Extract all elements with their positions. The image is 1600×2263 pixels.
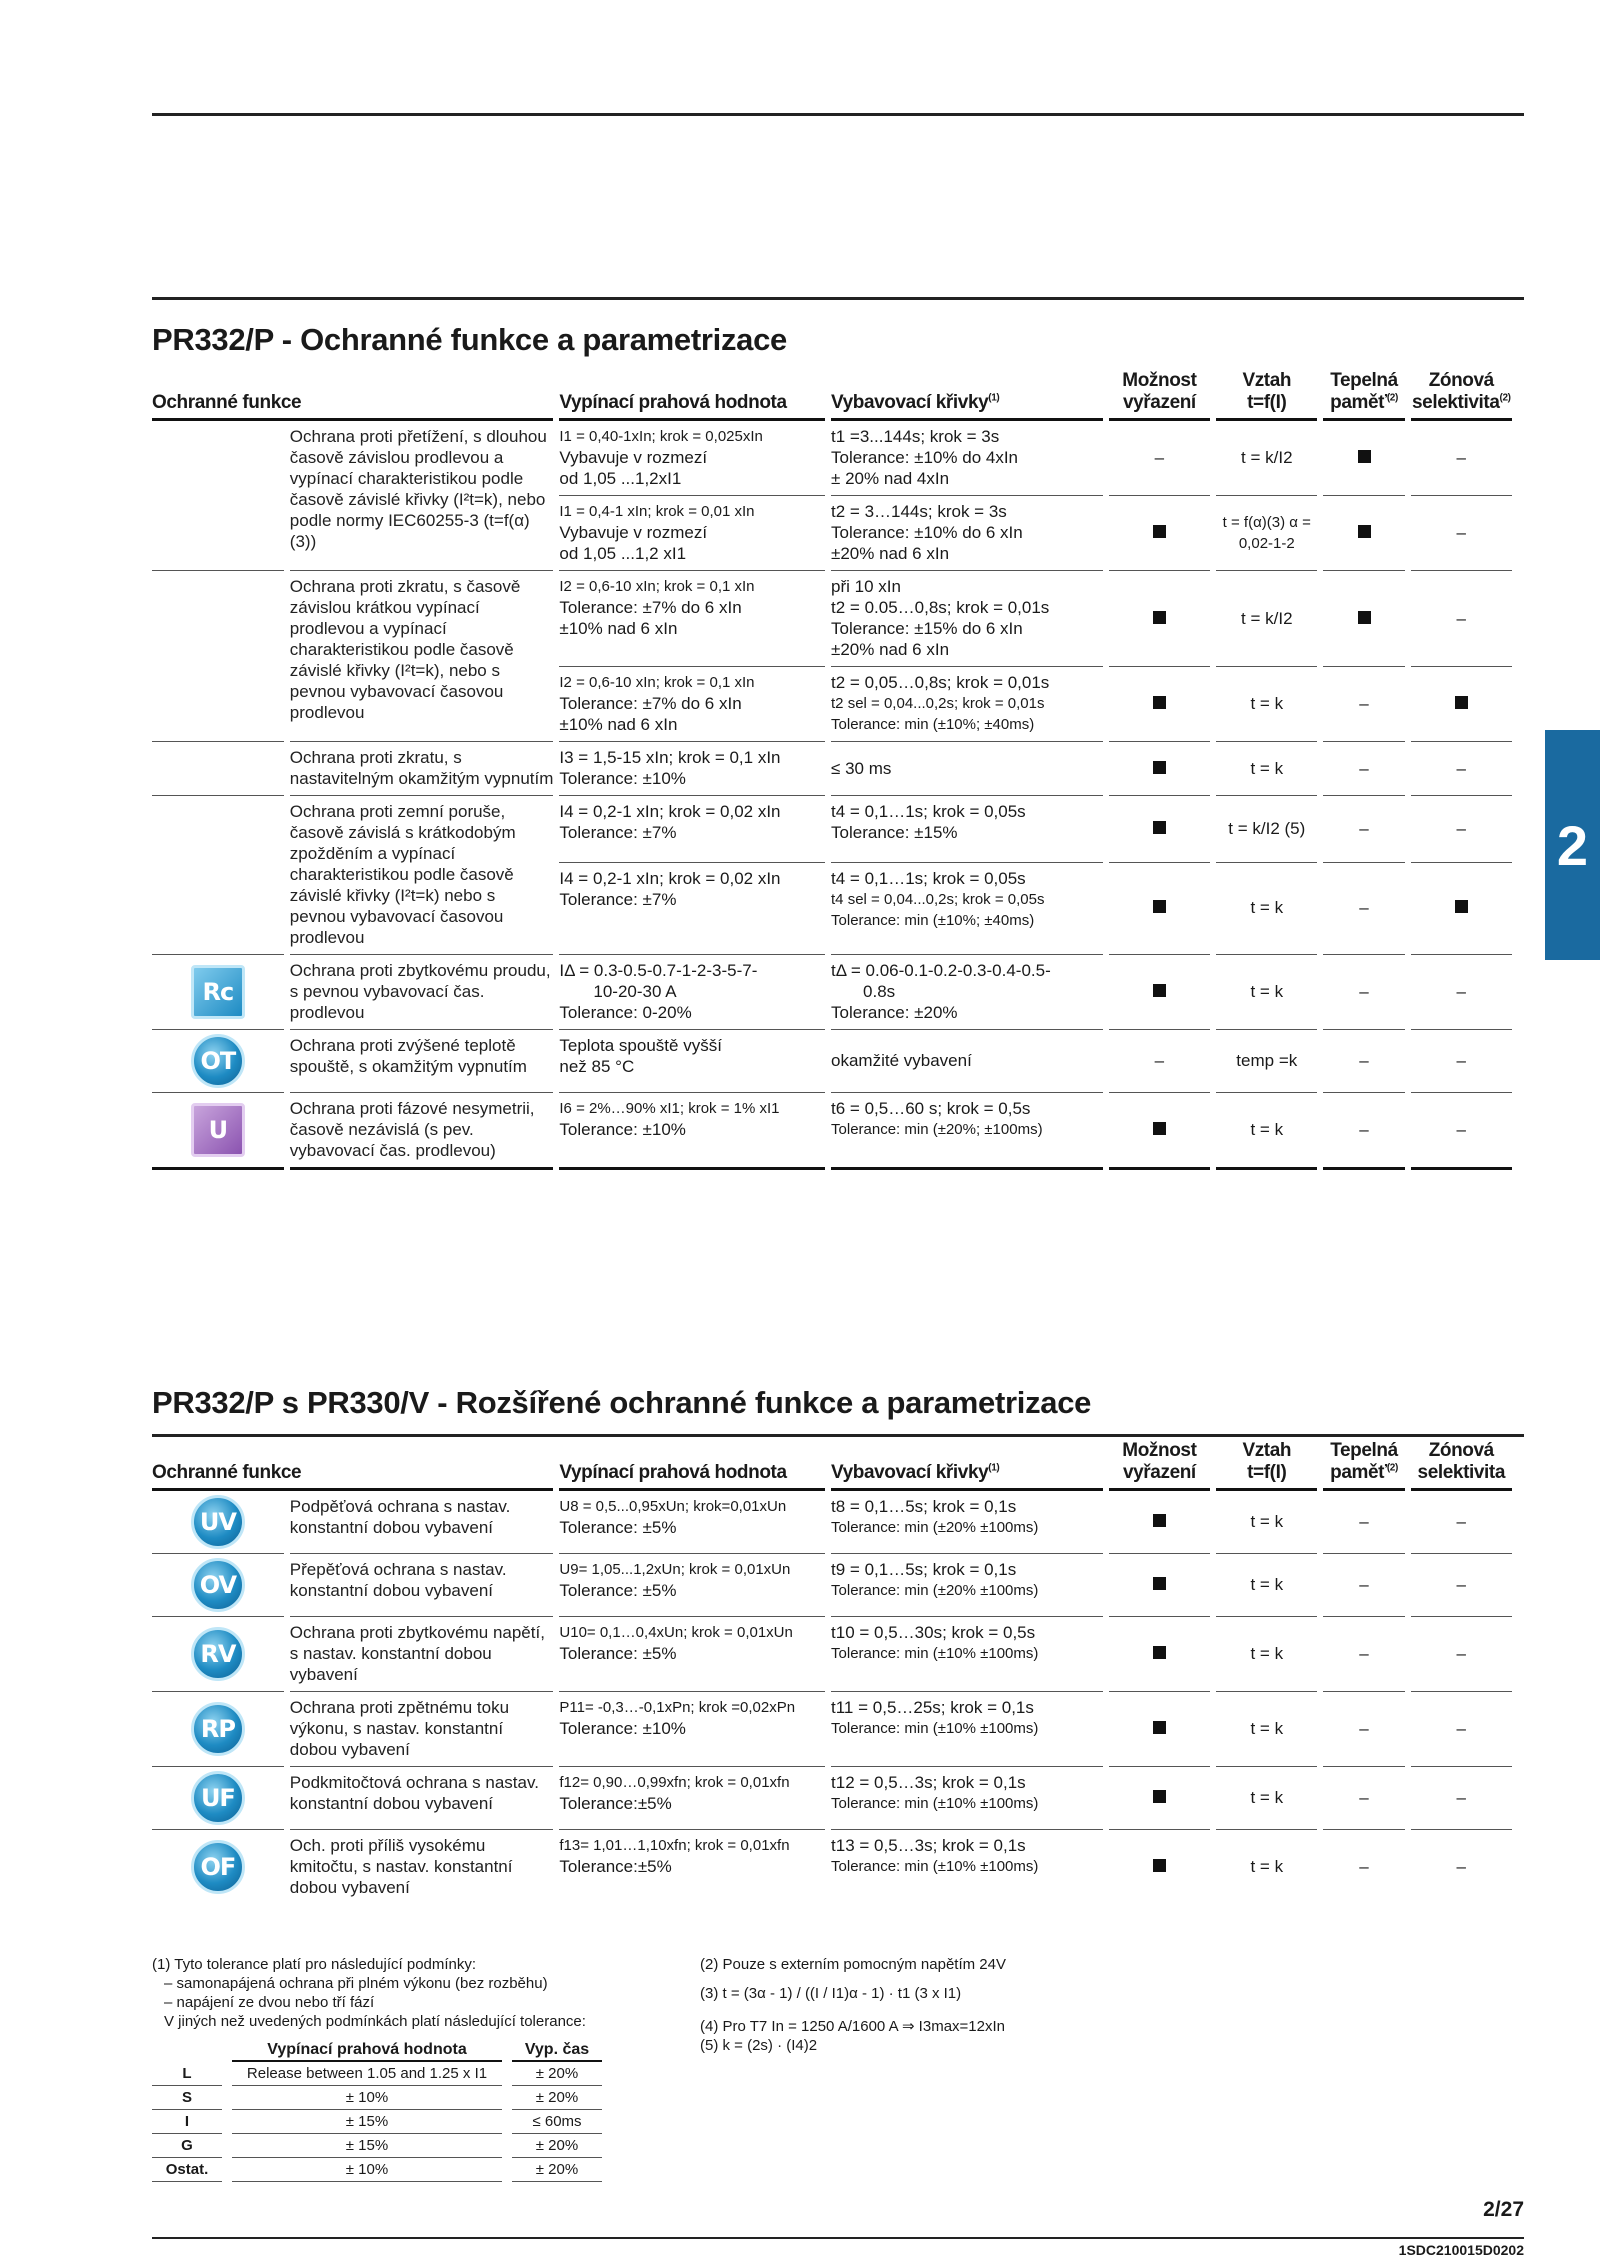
function-description: Ochrana proti zvýšené teplotě spouště, s okamžitým vypnutím [290,1029,554,1092]
function-description: Ochrana proti zemní poruše, časově závislá s krátkodobým zpožděním a vypínací charakteristikou podle časově závislé křivky (I²t=k) nebo s pevnou vybavovací časovou prodlevou [290,795,554,954]
of-protection-icon: OF [191,1840,245,1894]
header-memory: Tepelná paměť$^{(2)}$ [1323,370,1404,421]
page-number: 2/27 [1483,2198,1524,2221]
footer-rule [152,2237,1524,2239]
tolerance-table: Vypínací prahová hodnota Vyp. čas L Release between 1.05 and 1.25 x I1 ± 20% S ± 10% ± 20% I ± 15% ≤ 60ms G ± 15% ± 20% Ostat. ± 10% ± 20% [142,2039,612,2182]
header-threshold: Vypínací prahová hodnota [559,370,825,421]
uf-protection-icon: UF [191,1771,245,1825]
ov-protection-icon: OV [191,1558,245,1612]
table-row: RP Ochrana proti zpětnému toku výkonu, s nastav. konstantní dobou vybavení P11= -0,3…-0,1xPn; krok =0,02xPn Tolerance: ±10% t11 = 0,5…25s; krok = 0,1s Tolerance: min (±10% ±100ms) t = k – – [152,1691,1512,1766]
header-threshold: Vypínací prahová hodnota [559,1440,825,1491]
filled-square-icon [1153,1646,1166,1659]
filled-square-icon [1153,611,1166,624]
function-description: Přepěťová ochrana s nastav. konstantní dobou vybavení [290,1553,554,1616]
filled-square-icon [1153,1122,1166,1135]
filled-square-icon [1153,900,1166,913]
table-row: UF Podkmitočtová ochrana s nastav. konstantní dobou vybavení f12= 0,90…0,99xfn; krok = 0,01xfn Tolerance:±5% t12 = 0,5…3s; krok = 0,1s Tolerance: min (±10% ±100ms) t = k – – [152,1766,1512,1829]
header-relation: Vztah t=f(I) [1216,1440,1317,1491]
section1-title: PR332/P - Ochranné funkce a parametrizace [152,322,787,357]
table-row: I2 = 0,6-10 xIn; krok = 0,1 xIn Tolerance: ±7% do 6 xIn ±10% nad 6 xIn t2 = 0,05…0,8s; krok = 0,01s t2 sel = 0,04...0,2s; krok = 0,01s Tolerance: min (±10%; ±40ms) t = k – [152,666,1512,741]
notes-right: (2) Pouze s externím pomocným napětím 24V (3) t = (3α - 1) / ((I / I1)α - 1) · t1 (3 x I1) (4) Pro T7 In = 1250 A/1600 A ⇒ I3max=12xIn (5) k = (2s) · (I4)2 [700,1956,1006,2054]
header-curves: Vybavovací křivky$^{(1)}$ [831,370,1103,421]
tolerance-row: Ostat. ± 10% ± 20% [152,2158,602,2182]
header-exclusion: Možnost vyřazení [1109,1440,1210,1491]
document-code: 1SDC210015D0202 [1398,2242,1524,2258]
filled-square-icon [1358,525,1371,538]
table-row: OT Ochrana proti zvýšené teplotě spouště, s okamžitým vypnutím Teplota spouště vyšší než 85 °C okamžité vybavení – temp =k – – [152,1029,1512,1092]
function-description: Ochrana proti zkratu, s časově závislou krátkou vypínací prodlevou a vypínací charakteristikou podle časově závislé křivky (I²t=k), nebo s pevnou vybavovací časovou prodlevou [290,570,554,741]
tolerance-row: S ± 10% ± 20% [152,2086,602,2110]
filled-square-icon [1358,611,1371,624]
table-row: U Ochrana proti fázové nesymetrii, časově nezávislá (s pev. vybavovací čas. prodlevou) I6 = 2%…90% xI1; krok = 1% xI1 Tolerance: ±10% t6 = 0,5…60 s; krok = 0,5s Tolerance: min (±20%; ±100ms) t = k – – [152,1092,1512,1170]
header-zone: Zónová selektivita$^{(2)}$ [1411,370,1512,421]
function-description: Och. proti příliš vysokému kmitočtu, s nastav. konstantní dobou vybavení [290,1829,554,1904]
table-row: Ochrana proti přetížení, s dlouhou časově závislou prodlevou a vypínací charakteristikou podle časově závislé křivky (I²t=k), nebo podle normy IEC60255-3 (t=f(α)(3)) I1 = 0,40-1xIn; krok = 0,025xIn Vybavuje v rozmezí od 1,05 ...1,2xI1 t1 =3...144s; krok = 3s Tolerance: ±10% do 4xIn ± 20% nad 4xIn – t = k/I2 – [152,421,1512,495]
filled-square-icon [1153,821,1166,834]
rp-protection-icon: RP [191,1702,245,1756]
table-row: I1 = 0,4-1 xIn; krok = 0,01 xIn Vybavuje v rozmezí od 1,05 ...1,2 xI1 t2 = 3…144s; krok = 3s Tolerance: ±10% do 6 xIn ±20% nad 6 xIn t = f(α)(3) α = 0,02-1-2 – [152,495,1512,570]
rc-protection-icon: Rc [191,965,245,1019]
filled-square-icon [1153,1577,1166,1590]
header-curves: Vybavovací křivky$^{(1)}$ [831,1440,1103,1491]
header-exclusion: Možnost vyřazení [1109,370,1210,421]
tolerance-row: L Release between 1.05 and 1.25 x I1 ± 20% [152,2062,602,2086]
tolerance-row: G ± 15% ± 20% [152,2134,602,2158]
table-row: Rc Ochrana proti zbytkovému proudu, s pevnou vybavovací čas. prodlevou IΔ = 0.3-0.5-0.7-1-2-3-5-7- 10-20-30 A Tolerance: 0-20% tΔ = 0.06-0.1-0.2-0.3-0.4-0.5- 0.8s Tolerance: ±20% t = k – – [152,954,1512,1029]
table-row: UV Podpěťová ochrana s nastav. konstantní dobou vybavení U8 = 0,5...0,95xUn; krok=0,01xUn Tolerance: ±5% t8 = 0,1…5s; krok = 0,1s Tolerance: min (±20% ±100ms) t = k – – [152,1491,1512,1553]
header-relation: Vztah t=f(I) [1216,370,1317,421]
section2-rule [152,1434,1524,1437]
section1-table [146,370,1518,1170]
filled-square-icon [1455,900,1468,913]
filled-square-icon [1153,761,1166,774]
notes-left: (1) Tyto tolerance platí pro následující podmínky: – samonapájená ochrana při plném výkonu (bez rozběhu) – napájení ze dvou nebo tří fází V jiných než uvedených podmínkách platí následující tolerance: Vypínací prahová hodnota Vyp. čas L Release between 1.05 and 1.25 x I1 ± 20% S ± 10% ± 20% I ± 15% ≤ 60ms G ± 15% ± 20% Ostat. ± 10% ± 20% [152,1955,652,2182]
top-rule [152,113,1524,116]
table-row: Ochrana proti zkratu, s nastavitelným okamžitým vypnutím I3 = 1,5-15 xIn; krok = 0,1 xIn Tolerance: ±10% ≤ 30 ms t = k – – [152,741,1512,795]
function-description: Ochrana proti zkratu, s nastavitelným okamžitým vypnutím [290,741,554,795]
filled-square-icon [1153,1859,1166,1872]
function-description: Ochrana proti zpětnému toku výkonu, s nastav. konstantní dobou vybavení [290,1691,554,1766]
function-description: Ochrana proti zbytkovému napětí, s nastav. konstantní dobou vybavení [290,1616,554,1691]
uv-protection-icon: UV [191,1495,245,1549]
table-row: Ochrana proti zkratu, s časově závislou krátkou vypínací prodlevou a vypínací charakteristikou podle časově závislé křivky (I²t=k), nebo s pevnou vybavovací časovou prodlevou I2 = 0,6-10 xIn; krok = 0,1 xIn Tolerance: ±7% do 6 xIn ±10% nad 6 xIn při 10 xIn t2 = 0.05…0,8s; krok = 0,01s Tolerance: ±15% do 6 xIn ±20% nad 6 xIn t = k/I2 – [152,570,1512,666]
function-description: Podkmitočtová ochrana s nastav. konstantní dobou vybavení [290,1766,554,1829]
table-row: OV Přepěťová ochrana s nastav. konstantní dobou vybavení U9= 1,05...1,2xUn; krok = 0,01xUn Tolerance: ±5% t9 = 0,1…5s; krok = 0,1s Tolerance: min (±20% ±100ms) t = k – – [152,1553,1512,1616]
u-protection-icon: U [191,1103,245,1157]
filled-square-icon [1153,984,1166,997]
filled-square-icon [1455,696,1468,709]
header-functions: Ochranné funkce [152,1440,553,1491]
table-row: I4 = 0,2-1 xIn; krok = 0,02 xIn Tolerance: ±7% t4 = 0,1…1s; krok = 0,05s t4 sel = 0,04...0,2s; krok = 0,05s Tolerance: min (±10%; ±40ms) t = k – [152,862,1512,954]
function-description: Podpěťová ochrana s nastav. konstantní dobou vybavení [289,1497,511,1537]
filled-square-icon [1153,1514,1166,1527]
function-description: Ochrana proti zbytkovému proudu, s pevnou vybavovací čas. prodlevou [290,954,554,1029]
filled-square-icon [1153,1721,1166,1734]
header-memory: Tepelná paměť$^{(2)}$ [1323,1440,1404,1491]
table-row: OF Och. proti příliš vysokému kmitočtu, s nastav. konstantní dobou vybavení f13= 1,01…1,10xfn; krok = 0,01xfn Tolerance:±5% t13 = 0,5…3s; krok = 0,1s Tolerance: min (±10% ±100ms) t = k – – [152,1829,1512,1904]
table-row: RV Ochrana proti zbytkovému napětí, s nastav. konstantní dobou vybavení U10= 0,1…0,4xUn; krok = 0,01xUn Tolerance: ±5% t10 = 0,5…30s; krok = 0,5s Tolerance: min (±10% ±100ms) t = k – – [152,1616,1512,1691]
rv-protection-icon: RV [191,1627,245,1681]
header-functions: Ochranné funkce [152,370,553,421]
filled-square-icon [1358,450,1371,463]
chapter-tab: 2 [1545,730,1600,960]
function-description: Ochrana proti fázové nesymetrii, časově nezávislá (s pev. vybavovací čas. prodlevou) [290,1092,554,1170]
filled-square-icon [1153,525,1166,538]
filled-square-icon [1153,1790,1166,1803]
section1-rule [152,297,1524,300]
table-row: Ochrana proti zemní poruše, časově závislá s krátkodobým zpožděním a vypínací charakteristikou podle časově závislé křivky (I²t=k) nebo s pevnou vybavovací časovou prodlevou I4 = 0,2-1 xIn; krok = 0,02 xIn Tolerance: ±7% t4 = 0,1…1s; krok = 0,05s Tolerance: ±15% t = k/I2 (5) – – [152,795,1512,862]
section2-table [146,1440,1518,1904]
function-description: Ochrana proti přetížení, s dlouhou časově závislou prodlevou a vypínací charakteristikou podle časově závislé křivky (I²t=k), nebo podle normy IEC60255-3 (t=f(α)(3)) [289,427,547,551]
tolerance-row: I ± 15% ≤ 60ms [152,2110,602,2134]
ot-protection-icon: OT [191,1034,245,1088]
section2-title: PR332/P s PR330/V - Rozšířené ochranné funkce a parametrizace [152,1385,1092,1420]
header-zone: Zónová selektivita [1411,1440,1512,1491]
filled-square-icon [1153,696,1166,709]
